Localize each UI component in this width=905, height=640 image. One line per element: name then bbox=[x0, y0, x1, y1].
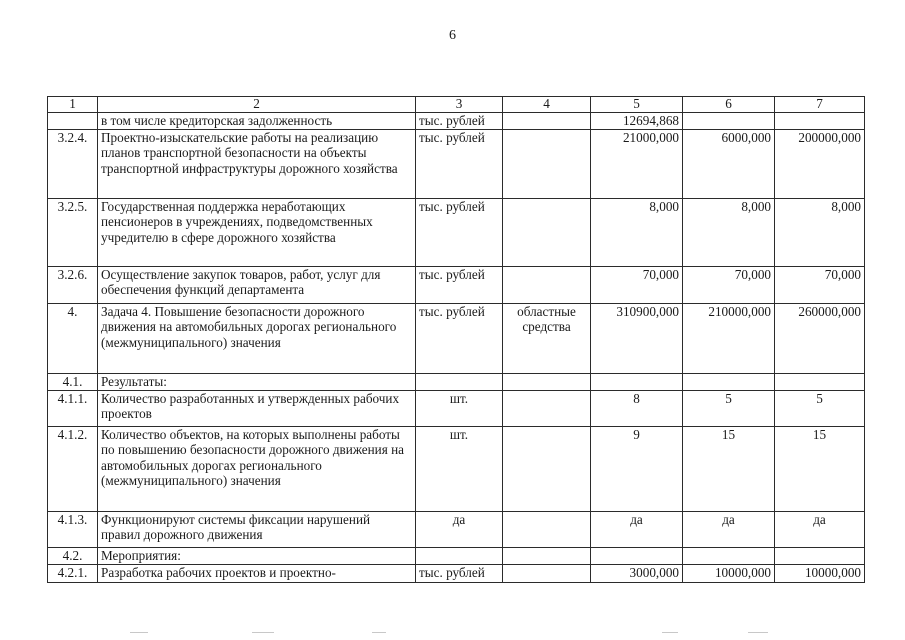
row-value-6: да bbox=[683, 511, 775, 547]
header-cell: 4 bbox=[503, 97, 591, 113]
row-name: Государственная поддержка неработающих пенсионеров в учреждениях, подведомственных учредителю в сфере дорожного хозяйства bbox=[98, 198, 416, 266]
table-row bbox=[48, 303, 865, 373]
row-name: в том числе кредиторская задолженность bbox=[98, 113, 416, 130]
row-number: 3.2.4. bbox=[48, 129, 98, 198]
row-name: Количество разработанных и утвержденных рабочих проектов bbox=[98, 390, 416, 426]
row-value-7 bbox=[775, 113, 865, 130]
header-cell: 1 bbox=[48, 97, 98, 113]
row-number: 4.1.3. bbox=[48, 511, 98, 547]
program-table bbox=[47, 96, 865, 583]
row-value-6: 210000,000 bbox=[683, 303, 775, 373]
row-value-5: 12694,868 bbox=[591, 113, 683, 130]
row-value-7: 10000,000 bbox=[775, 564, 865, 582]
row-source bbox=[503, 129, 591, 198]
row-source bbox=[503, 373, 591, 390]
row-value-7: 8,000 bbox=[775, 198, 865, 266]
row-value-6: 8,000 bbox=[683, 198, 775, 266]
row-value-6: 10000,000 bbox=[683, 564, 775, 582]
row-unit: тыс. рублей bbox=[416, 113, 503, 130]
table-row bbox=[48, 511, 865, 547]
row-value-6 bbox=[683, 547, 775, 564]
row-number: 4.2. bbox=[48, 547, 98, 564]
table-header-row bbox=[48, 97, 865, 113]
row-value-7: да bbox=[775, 511, 865, 547]
row-value-7: 260000,000 bbox=[775, 303, 865, 373]
header-cell: 7 bbox=[775, 97, 865, 113]
row-name: Проектно-изыскательские работы на реализацию планов транспортной безопасности на объекты транспортной инфраструктуры дорожного хозяйства bbox=[98, 129, 416, 198]
row-source: областные средства bbox=[503, 303, 591, 373]
row-source bbox=[503, 266, 591, 303]
row-source bbox=[503, 198, 591, 266]
row-name: Количество объектов, на которых выполнены работы по повышению безопасности дорожного движения на автомобильных дорогах регионального (межмуниципального) значения bbox=[98, 426, 416, 511]
table-row bbox=[48, 390, 865, 426]
row-name: Мероприятия: bbox=[98, 547, 416, 564]
row-unit: шт. bbox=[416, 390, 503, 426]
row-value-7 bbox=[775, 373, 865, 390]
row-unit: тыс. рублей bbox=[416, 198, 503, 266]
table-row bbox=[48, 266, 865, 303]
table-row bbox=[48, 564, 865, 582]
row-name: Осуществление закупок товаров, работ, услуг для обеспечения функций департамента bbox=[98, 266, 416, 303]
row-number bbox=[48, 113, 98, 130]
row-value-6: 70,000 bbox=[683, 266, 775, 303]
header-cell: 3 bbox=[416, 97, 503, 113]
row-number: 4.1.2. bbox=[48, 426, 98, 511]
row-value-5: 9 bbox=[591, 426, 683, 511]
table-row bbox=[48, 547, 865, 564]
row-value-6: 6000,000 bbox=[683, 129, 775, 198]
row-unit: тыс. рублей bbox=[416, 129, 503, 198]
row-source bbox=[503, 426, 591, 511]
header-cell: 2 bbox=[98, 97, 416, 113]
table-row bbox=[48, 426, 865, 511]
table-row bbox=[48, 198, 865, 266]
row-value-7: 70,000 bbox=[775, 266, 865, 303]
row-unit: тыс. рублей bbox=[416, 266, 503, 303]
header-cell: 6 bbox=[683, 97, 775, 113]
row-unit bbox=[416, 373, 503, 390]
row-value-5 bbox=[591, 373, 683, 390]
row-unit: шт. bbox=[416, 426, 503, 511]
row-number: 3.2.6. bbox=[48, 266, 98, 303]
row-name: Функционируют системы фиксации нарушений правил дорожного движения bbox=[98, 511, 416, 547]
row-value-6 bbox=[683, 113, 775, 130]
row-value-6: 5 bbox=[683, 390, 775, 426]
row-number: 3.2.5. bbox=[48, 198, 98, 266]
row-source bbox=[503, 511, 591, 547]
row-source bbox=[503, 564, 591, 582]
row-source bbox=[503, 113, 591, 130]
page-number: 6 bbox=[449, 28, 456, 43]
row-name: Результаты: bbox=[98, 373, 416, 390]
row-unit: тыс. рублей bbox=[416, 303, 503, 373]
row-number: 4.2.1. bbox=[48, 564, 98, 582]
row-value-5 bbox=[591, 547, 683, 564]
row-number: 4.1. bbox=[48, 373, 98, 390]
row-value-6: 15 bbox=[683, 426, 775, 511]
row-value-5: 310900,000 bbox=[591, 303, 683, 373]
row-value-5: 8 bbox=[591, 390, 683, 426]
row-name: Задача 4. Повышение безопасности дорожного движения на автомобильных дорогах регионального (межмуниципального) значения bbox=[98, 303, 416, 373]
scan-artifacts bbox=[0, 628, 905, 640]
row-value-5: 21000,000 bbox=[591, 129, 683, 198]
row-value-7: 5 bbox=[775, 390, 865, 426]
row-value-7: 200000,000 bbox=[775, 129, 865, 198]
table-row bbox=[48, 129, 865, 198]
row-number: 4.1.1. bbox=[48, 390, 98, 426]
row-value-6 bbox=[683, 373, 775, 390]
row-unit: тыс. рублей bbox=[416, 564, 503, 582]
row-value-5: 3000,000 bbox=[591, 564, 683, 582]
row-name: Разработка рабочих проектов и проектно- bbox=[98, 564, 416, 582]
row-value-7: 15 bbox=[775, 426, 865, 511]
row-source bbox=[503, 390, 591, 426]
row-unit: да bbox=[416, 511, 503, 547]
row-value-5: 8,000 bbox=[591, 198, 683, 266]
row-value-5: да bbox=[591, 511, 683, 547]
row-source bbox=[503, 547, 591, 564]
row-value-5: 70,000 bbox=[591, 266, 683, 303]
table-row bbox=[48, 113, 865, 130]
row-value-7 bbox=[775, 547, 865, 564]
row-number: 4. bbox=[48, 303, 98, 373]
row-unit bbox=[416, 547, 503, 564]
header-cell: 5 bbox=[591, 97, 683, 113]
table-row bbox=[48, 373, 865, 390]
